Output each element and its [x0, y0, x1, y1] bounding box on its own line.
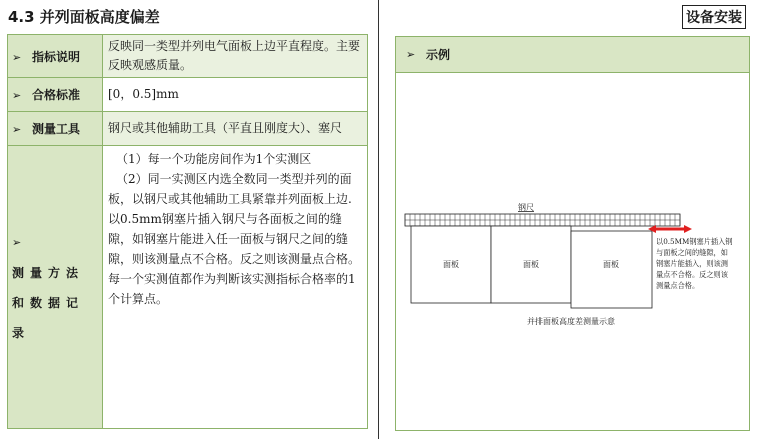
row-label-cell — [8, 35, 103, 78]
row-label: 测量工具 — [32, 122, 81, 136]
table-row — [8, 146, 368, 429]
panel-label: 面板 — [603, 260, 619, 269]
section-tag: 设备安装 — [682, 5, 746, 29]
arrow-icon: ➢ — [12, 123, 22, 136]
example-header — [396, 37, 749, 73]
method-paragraph: （2）同一实测区内选全数同一类型并列的面板，以钢尺或其他辅助工具紧靠并列面板上边.以0.5mm钢塞片插入钢尺与各面板之间的缝隙，如钢塞片能进入任一面板与钢尺之间的缝隙，则该测量点不合格。反之则该测量点合格。每一个实测值都作为判断该实测指标合格率的1个计算点。 — [108, 172, 361, 306]
method-label-line: 和数据记 — [12, 295, 85, 310]
method-label-line: 录 — [12, 325, 31, 340]
row-value: 钢尺或其他辅助工具（平直且刚度大）、塞尺 — [103, 112, 368, 146]
arrow-icon: ➢ — [12, 235, 22, 249]
arrow-icon: ➢ — [12, 89, 22, 102]
table-row — [8, 35, 368, 78]
row-label: 指标说明 — [32, 49, 81, 64]
table-row — [8, 112, 368, 146]
diagram-caption: 并排面板高度差测量示意 — [527, 317, 615, 326]
row-value: 反映同一类型并列电气面板上边平直程度。主要反映观感质量。 — [103, 35, 368, 78]
measurement-diagram — [396, 74, 749, 430]
method-label-line: 测量方法 — [12, 265, 85, 280]
page-divider — [378, 0, 379, 439]
example-panel — [395, 36, 750, 431]
row-label: 合格标准 — [32, 88, 81, 102]
panel-box — [571, 231, 652, 308]
panel-label: 面板 — [443, 260, 459, 269]
note-line: 钢塞片能插入，则该测 — [656, 259, 728, 268]
method-value — [103, 146, 368, 429]
spec-table — [7, 34, 368, 429]
method-label-cell — [8, 146, 103, 429]
arrow-icon: ➢ — [406, 48, 416, 61]
row-label-cell — [8, 78, 103, 112]
table-row — [8, 78, 368, 112]
ruler-label: 钢尺 — [518, 203, 534, 212]
method-paragraph: （1）每一个功能房间作为1个实测区 — [116, 152, 312, 166]
panel-label: 面板 — [523, 260, 539, 269]
note-line: 测量点合格。 — [656, 281, 700, 290]
example-heading: 示例 — [426, 48, 451, 62]
arrow-icon: ➢ — [12, 50, 22, 64]
note-line: 与面板之间的缝隙，如 — [656, 248, 728, 257]
page-title: 4.3 并列面板高度偏差 — [8, 8, 160, 26]
row-value: [0，0.5]mm — [103, 78, 368, 112]
note-line: 量点不合格。反之则该 — [656, 270, 728, 279]
note-line: 以0.5MM钢塞片插入钢 — [656, 237, 733, 246]
row-label-cell — [8, 112, 103, 146]
ruler — [405, 214, 680, 226]
